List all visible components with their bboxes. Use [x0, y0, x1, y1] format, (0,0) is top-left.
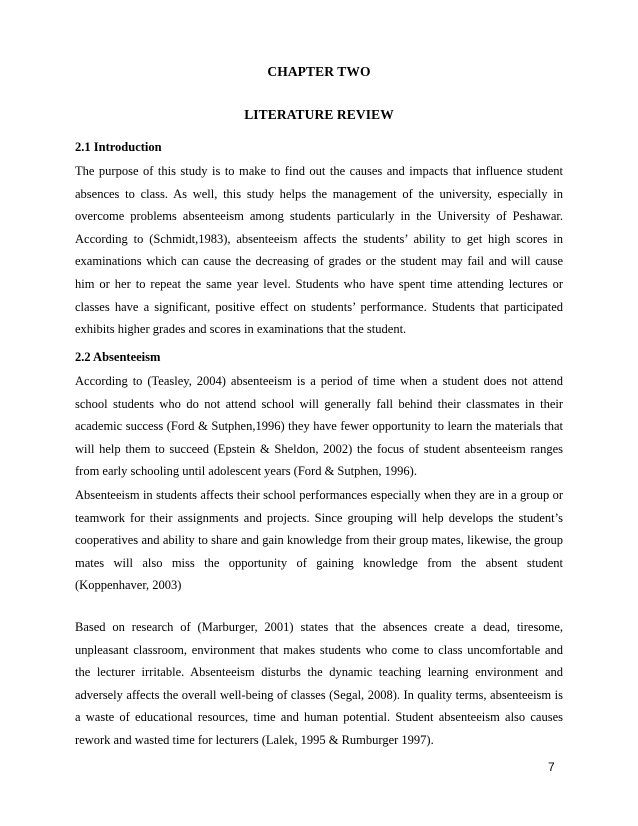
paragraph-absenteeism-group-work: Absenteeism in students affects their school performances especially when they are in a group or teamwork for their assignments and projects. Since grouping will help develops the student’s cooperatives and ability to share and gain knowledge from their group mates, likewise, the group mates will also miss the opportunity of gaining knowledge from the absent student (Koppenhaver, 2003)	[75, 488, 563, 593]
section-heading-introduction: 2.1 Introduction	[75, 140, 162, 154]
section-heading-absenteeism: 2.2 Absenteeism	[75, 350, 161, 364]
chapter-number-heading: CHAPTER TWO	[267, 64, 371, 79]
paragraph-absenteeism-classroom-effects: Based on research of (Marburger, 2001) states that the absences create a dead, tiresome, unpleasant classroom, environment that makes students who come to class uncomfortable and the lecturer irritable. Absenteeism disturbs the dynamic teaching learning environment and adversely affects the overall well-being of classes (Segal, 2008). In quality terms, absenteeism is a waste of educational resources, time and human potential. Student absenteeism also causes rework and wasted time for lecturers (Lalek, 1995 & Rumburger 1997).	[75, 620, 563, 747]
paragraph-introduction: The purpose of this study is to make to find out the causes and impacts that influence student absences to class. As well, this study helps the management of the university, especially in overcome problems absenteeism among students particularly in the University of Peshawar. According to (Schmidt,1983), absenteeism affects the students’ ability to get high scores in examinations which can cause the decreasing of grades or the student may fail and will cause him or her to repeat the same year level. Students who have spent time attending lectures or classes have a significant, positive effect on students’ performance. Students that participated exhibits higher grades and scores in examinations that the student.	[75, 164, 563, 337]
chapter-title-heading: LITERATURE REVIEW	[244, 107, 394, 122]
page-number: 7	[548, 760, 555, 774]
paragraph-absenteeism-definition: According to (Teasley, 2004) absenteeism is a period of time when a student does not attend school students who do not attend school will generally fall behind their classmates in their academic success (Ford & Sutphen,1996) they have fewer opportunity to learn the materials that will help them to succeed (Epstein & Sheldon, 2002) the focus of student absenteeism ranges from early schooling until adolescent years (Ford & Sutphen, 1996).	[75, 374, 563, 479]
